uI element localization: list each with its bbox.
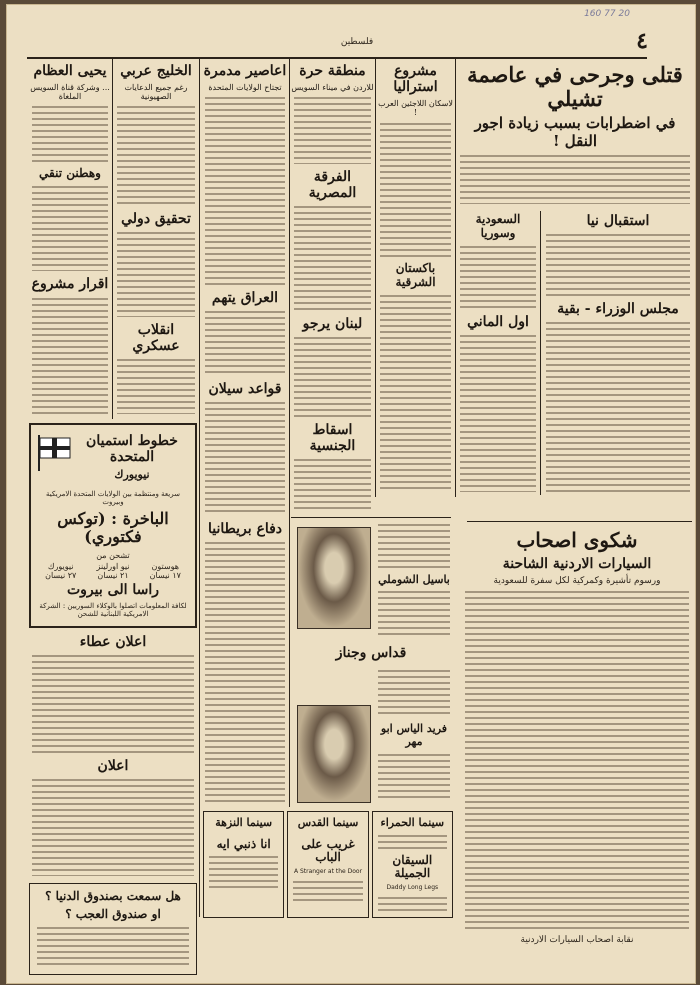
film-title: انا ذنبي ايه xyxy=(216,836,271,851)
column-text xyxy=(460,335,536,492)
story-headline: اقرار مشروع xyxy=(31,276,109,293)
film-title: غريب على الباب xyxy=(301,836,355,865)
port-name: نيو اورلينز xyxy=(96,561,130,571)
masthead-paper-name: فلسطين xyxy=(340,37,374,47)
port-date: ١٧ نيسان xyxy=(149,570,181,580)
column-text xyxy=(293,881,362,905)
column-c xyxy=(202,61,288,807)
ad-line: سريعة ومنتظمة بين الولايات المتحدة الامريكية وبيروت xyxy=(46,489,180,506)
column-d xyxy=(291,61,374,515)
cinema-ad xyxy=(372,811,453,918)
column-headline: مشروع استراليا xyxy=(393,63,438,96)
ports-list xyxy=(35,562,191,580)
story-headline: العراق يتهم xyxy=(211,290,279,307)
column-rule xyxy=(540,211,541,495)
column-rule xyxy=(199,59,200,917)
column-text xyxy=(546,322,690,492)
ad-city: نيويورك xyxy=(114,468,150,482)
left-lower-column xyxy=(29,423,197,975)
cinema-name: سينما النزهة xyxy=(215,816,273,829)
top-story-text xyxy=(460,155,690,204)
story-headline: لبنان يرجو xyxy=(302,316,363,333)
column-text xyxy=(205,311,285,376)
story-headline: اسقاط الجنسية xyxy=(309,421,356,454)
column-text xyxy=(117,106,195,206)
column-b xyxy=(114,61,198,417)
column-a xyxy=(29,61,111,417)
port-name: نيويورك xyxy=(47,561,74,571)
column-subhead: لاسكان اللاجئين العرب ! xyxy=(378,99,453,118)
column-subhead: للاردن في ميناء السويس xyxy=(291,83,374,93)
column-text xyxy=(37,927,189,967)
story-headline: باكستان الشرقية xyxy=(395,261,436,289)
column-text xyxy=(32,779,194,877)
complaint-headline: شكوى اصحاب xyxy=(516,528,638,552)
complaint-signature: نقابة اصحاب السيارات الاردنية xyxy=(520,934,634,945)
ad-title: خطوط استميان المتحدة xyxy=(86,433,178,466)
portrait-photo xyxy=(297,705,371,803)
story-headline: الفرقة المصرية xyxy=(308,168,357,201)
tender-notice-title: اعلان عطاء xyxy=(79,634,147,651)
column-text xyxy=(378,591,450,638)
top-story xyxy=(457,61,693,207)
column-subhead: تجتاح الولايات المتحدة xyxy=(208,83,282,93)
column-text xyxy=(209,856,278,890)
header-rule xyxy=(27,57,647,59)
column-subhead: رغم جميع الدعايات الصهيونية xyxy=(124,83,188,102)
column-headline: الخليج عربي xyxy=(120,63,192,79)
complaint-deck: ورسوم تأشيرة وكمركية لكل سفرة للسعودية xyxy=(493,576,661,587)
cinema-ad xyxy=(287,811,368,918)
story-headline: اول الماني xyxy=(467,313,529,330)
portrait-photo xyxy=(297,527,371,629)
column-g xyxy=(543,211,693,495)
story-headline: قواعد سيلان xyxy=(208,380,282,397)
cinema-ads xyxy=(203,811,453,918)
top-story-subhead: في اضطرابات بسبب زيادة اجور النقل ! xyxy=(474,114,676,150)
column-text xyxy=(294,97,371,163)
port-date: ٢١ نيسان xyxy=(97,570,129,580)
column-text xyxy=(205,542,285,804)
story-headline: السعودية وسوريا xyxy=(475,212,521,240)
column-text xyxy=(32,186,108,272)
column-text xyxy=(32,298,108,414)
column-headline: منطقة حرة xyxy=(299,63,366,79)
story-headline: دفاع بريطانيا xyxy=(207,521,283,538)
column-subhead: ... وشركة قناة السويس الملغاة xyxy=(30,83,110,102)
port xyxy=(97,562,130,580)
ad-destination: راسا الى بيروت xyxy=(66,581,159,598)
column-text xyxy=(117,359,195,414)
column-text xyxy=(378,670,450,718)
story-headline: استقبال نيا xyxy=(586,213,650,229)
film-english-title: Daddy Long Legs xyxy=(386,884,439,892)
obituary-name: باسيل الشوملي xyxy=(378,572,450,586)
column-rule xyxy=(289,59,290,807)
column-text xyxy=(378,835,447,849)
film-title: السيقان الجميلة xyxy=(392,852,433,881)
column-headline: اعاصير مدمرة xyxy=(203,63,287,79)
obituary-farid xyxy=(375,667,453,805)
column-text xyxy=(378,897,447,911)
shipping-ad xyxy=(29,423,197,628)
notice-title: اعلان xyxy=(97,757,129,774)
flag-icon xyxy=(37,435,71,471)
cinema-name: سينما القدس xyxy=(297,816,359,829)
column-rule xyxy=(112,59,113,419)
column-text xyxy=(380,123,451,257)
story-headline: وهطنن تنقي xyxy=(39,165,101,180)
newspaper-page xyxy=(6,4,696,984)
column-text xyxy=(378,524,450,569)
ad-contact: لكافة المعلومات اتصلوا بالوكلاء السوريين : الشركة الامريكية اللبنانية للشحن xyxy=(39,601,187,619)
column-text xyxy=(205,402,285,516)
column-text xyxy=(294,459,371,512)
port xyxy=(45,562,76,580)
page-number: ٤ xyxy=(636,28,648,54)
complaint-article xyxy=(462,527,692,947)
story-headline: مجلس الوزراء - بقية xyxy=(557,300,679,317)
box-ad xyxy=(29,883,197,975)
column-text xyxy=(465,591,689,929)
port xyxy=(150,562,181,580)
column-text xyxy=(205,97,285,285)
column-text xyxy=(294,337,371,416)
story-headline: تحقيق دولي xyxy=(121,211,191,228)
column-f xyxy=(457,211,539,495)
column-text xyxy=(546,234,690,296)
column-text xyxy=(460,246,536,309)
column-rule xyxy=(375,59,376,497)
box-ad-title: هل سمعت بصندوق الدنيا ؟ xyxy=(45,889,181,904)
handwritten-note: 20 77 160 xyxy=(584,9,630,19)
cinema-ad xyxy=(203,811,284,918)
column-text xyxy=(32,655,194,753)
rule xyxy=(467,521,692,522)
column-rule xyxy=(455,59,456,497)
column-text xyxy=(294,206,371,312)
story-headline: قداس وجناز xyxy=(335,645,407,661)
film-english-title: A Stranger at the Door xyxy=(293,868,363,876)
column-e xyxy=(377,61,454,495)
port-name: هوستون xyxy=(151,561,180,571)
ad-loads-from: تشحن من xyxy=(96,550,130,560)
column-text xyxy=(117,232,195,317)
box-ad-subtitle: او صندوق العجب ؟ xyxy=(65,907,161,922)
story-headline: انقلاب عسكري xyxy=(132,321,180,354)
column-text xyxy=(380,295,451,492)
cinema-name: سينما الحمراء xyxy=(380,816,445,829)
ad-ship: الباخرة : (توكس فكتوري) xyxy=(57,508,169,547)
port-date: ٢٧ نيسان xyxy=(45,570,77,580)
top-story-headline: قتلى وجرحى في عاصمة تشيلي xyxy=(467,62,683,112)
rule xyxy=(291,517,451,518)
column-headline: يحيى العظام xyxy=(33,63,107,79)
obituary-name: فريد الياس ابو مهر xyxy=(380,722,448,748)
column-text xyxy=(378,754,450,802)
column-text xyxy=(32,106,108,161)
obituary-basil xyxy=(375,521,453,641)
complaint-subhead: السيارات الاردنية الشاحنة xyxy=(502,556,652,572)
